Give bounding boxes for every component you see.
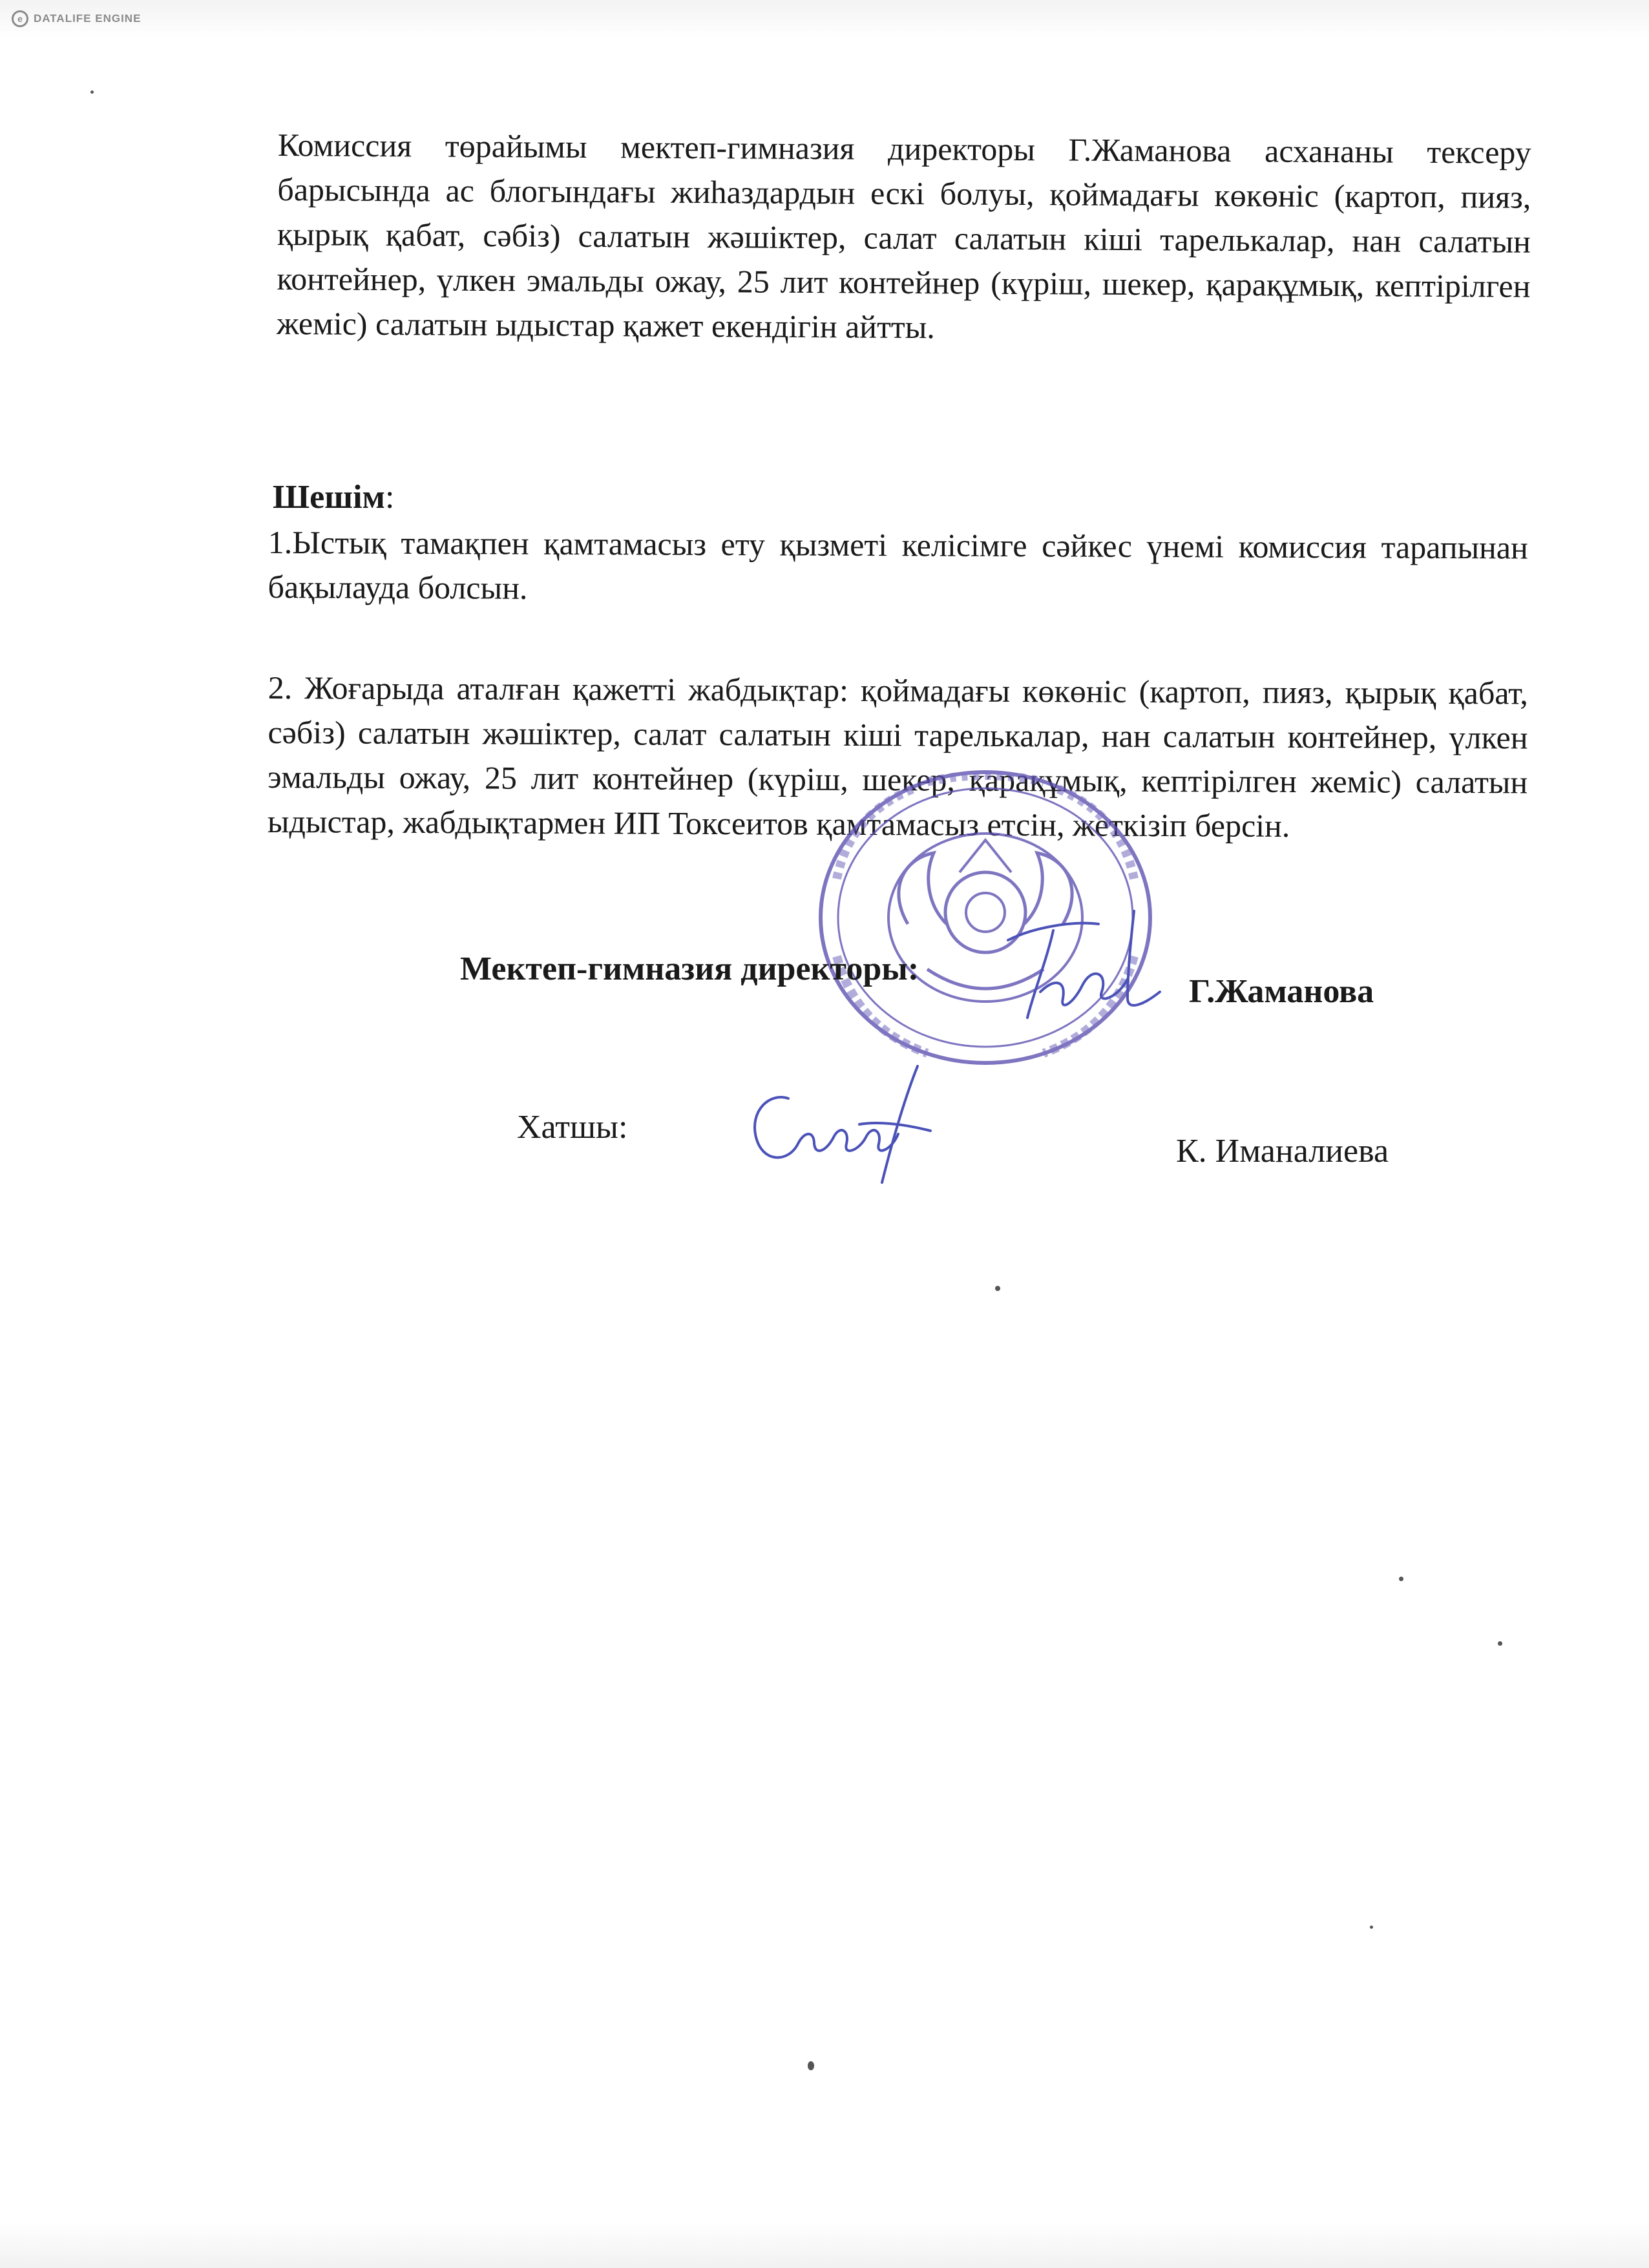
scan-speck: [808, 2061, 814, 2070]
secretary-title: Хатшы:: [517, 1109, 628, 1146]
scan-speck: [995, 1286, 1000, 1291]
director-signature: [995, 901, 1170, 1031]
scan-speck: [1498, 1641, 1502, 1646]
secretary-name: К. Иманалиева: [1176, 1133, 1389, 1170]
scan-speck: [1370, 1926, 1373, 1929]
decision-heading: [273, 475, 394, 520]
scan-speck: [1399, 1577, 1403, 1581]
secretary-signature: [743, 1060, 937, 1189]
dle-logo-icon: e: [12, 10, 28, 27]
watermark: [12, 10, 141, 27]
director-name: Г.Жаманова: [1189, 973, 1374, 1010]
watermark-text: DATALIFE ENGINE: [34, 12, 142, 25]
decision-heading-colon: :: [384, 479, 395, 516]
director-title: Мектеп-гимназия директоры:: [460, 950, 919, 987]
decision-item-2: 2. Жоғарыда аталған қажетті жабдықтар: қоймадағы көкөніс (картоп, пияз, қырық қабат, сәбіз) салатын жәшіктер, салат салатын кіші тарелькалар, нан салатын контейнер, үлкен эмальды ожау, 25 лит контейнер (күріш, шекер, қарақұмық, кептірілген жеміс) салатын ыдыстар, жабдықтармен ИП Токсеитов қамтамасыз етсін, жеткізіп берсін.: [267, 669, 1528, 844]
scan-speck: [90, 90, 94, 94]
decision-item-1: 1.Ыстық тамақпен қамтамасыз ету қызметі келісімге сәйкес үнемі комиссия тарапынан бақылауда болсын.: [268, 523, 1528, 606]
decision-heading-text: Шешім: [273, 479, 385, 516]
intro-paragraph: Комиссия төрайымы мектеп-гимназия директоры Г.Жаманова асхананы тексеру барысында ас блогындағы жиһаздардын ескі болуы, қоймадағы көкөніс (картоп, пияз, қырық қабат, сәбіз) салатын жәшіктер, салат салатын кіші тарелькалар, нан салатын контейнер, үлкен эмальды ожау, 25 лит контейнер (күріш, шекер, қарақұмық, кептірілген жеміс) салатын ыдыстар қажет екендігін айтты.: [276, 126, 1531, 346]
